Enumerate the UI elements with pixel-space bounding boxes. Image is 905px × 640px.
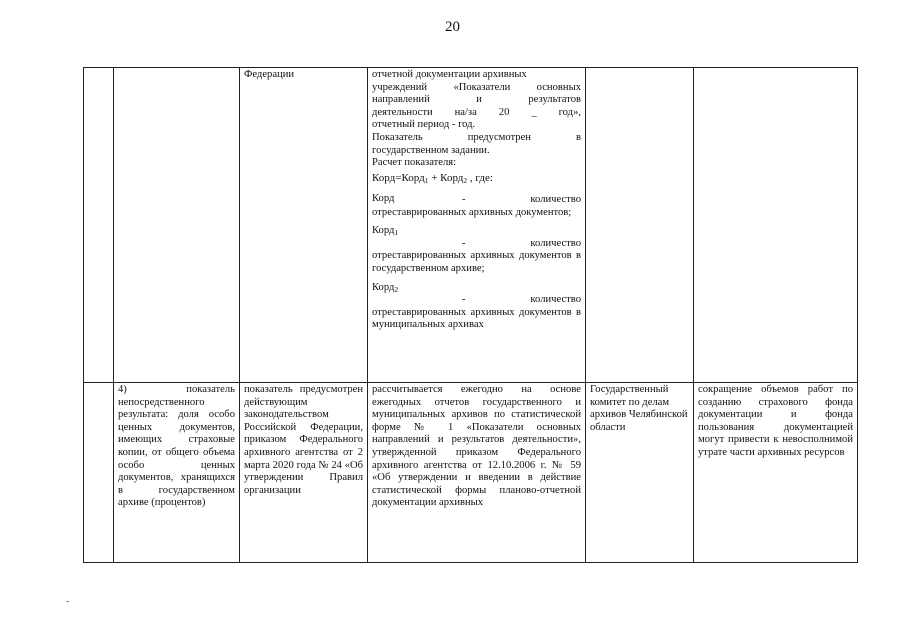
text-line: учреждений «Показатели основных bbox=[372, 81, 581, 93]
table-row bbox=[84, 383, 858, 563]
text-line: государственном задании. bbox=[372, 144, 490, 156]
formula bbox=[372, 172, 581, 188]
page-number: 20 bbox=[445, 19, 460, 35]
definition bbox=[372, 225, 581, 275]
formula-tail: , где: bbox=[467, 171, 493, 184]
formula-sub: 1 bbox=[424, 175, 429, 185]
formula-eq: =Корд bbox=[395, 171, 425, 184]
definition-text: - количество отреставрированных архивных документов в муниципальных архивах bbox=[372, 294, 581, 331]
formula-plus: + Корд bbox=[428, 171, 464, 184]
table-cell-calculation bbox=[368, 68, 586, 383]
definition-text: - количество отреставрированных архивных документов в государственном архиве; bbox=[372, 237, 581, 274]
definition-symbol: Корд$_2$ bbox=[372, 281, 399, 294]
definition bbox=[372, 193, 581, 219]
text-line: Расчет показателя: bbox=[372, 157, 457, 169]
cell-text: Федерации bbox=[244, 69, 295, 80]
indicators-table bbox=[83, 67, 858, 563]
table-cell-number bbox=[84, 383, 114, 563]
text-line: отчетный период - год. bbox=[372, 119, 476, 131]
table-cell-risks: сокращение объемов работ по созданию страхового фонда документации и фонда пользования документацией могут привести к невосполнимой утрате части архивных ресурсов bbox=[694, 383, 858, 563]
text-line: направлений и результатов bbox=[372, 94, 581, 106]
definition-symbol: Корд bbox=[372, 193, 395, 205]
formula-sub: 2 bbox=[463, 175, 468, 185]
table-cell-indicator: 4) показатель непосредственного результата: доля особо ценных документов, имеющих страховые копии, от общего объема особо ценных документов, хранящихся в государственном архиве (процентов) bbox=[114, 383, 240, 563]
text-line: отчетной документации архивных bbox=[372, 69, 527, 80]
scan-artifact bbox=[66, 601, 69, 602]
definition-symbol: Корд$_1$ bbox=[372, 225, 399, 238]
table-cell-risks bbox=[694, 68, 858, 383]
table-cell-number bbox=[84, 68, 114, 383]
formula-lhs: Корд bbox=[372, 171, 396, 184]
table-cell-responsible: Государственный комитет по делам архивов Челябинской области bbox=[586, 383, 694, 563]
table-row bbox=[84, 68, 858, 383]
table-cell-calculation: рассчитывается ежегодно на основе ежегодных отчетов государственного и муниципальных архивов по статистической форме № 1 «Показатели основных направлений и результатов деятельности», утвержденной приказом Федерального архивного агентства от 12.10.2006 г. № 59 «Об утверждении и введении в действие статистической формы планово-отчетной документации архивных bbox=[368, 383, 586, 563]
text-line: деятельности на/за 20 _ год», bbox=[372, 106, 581, 118]
table-cell-basis bbox=[240, 68, 368, 383]
table-cell-indicator bbox=[114, 68, 240, 383]
definition-text: - количество отреставрированных архивных документов; bbox=[372, 193, 581, 218]
definition bbox=[372, 282, 581, 332]
text-line: Показатель предусмотрен в bbox=[372, 131, 581, 143]
table-cell-responsible bbox=[586, 68, 694, 383]
table-cell-basis: показатель предусмотрен действующим законодательством Российской Федерации, приказом Федерального архивного агентства от 2 марта 2020 года № 24 «Об утверждении Правил организации bbox=[240, 383, 368, 563]
